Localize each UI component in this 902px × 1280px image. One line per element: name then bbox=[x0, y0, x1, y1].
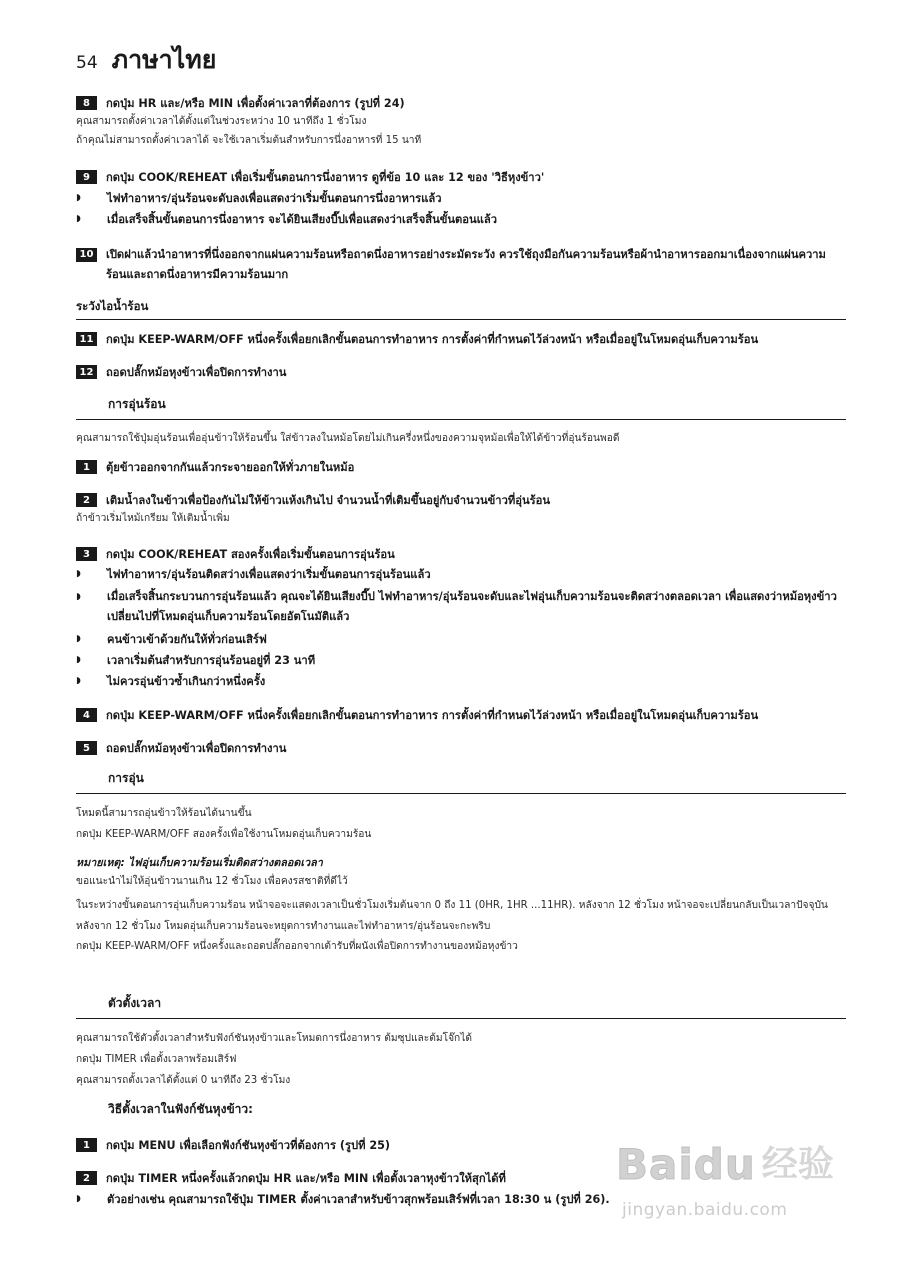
step-text: กดปุ่ม HR และ/หรือ MIN เพื่อตั้งค่าเวลาที่ต้องการ (รูปที่ 24) bbox=[106, 97, 405, 110]
bullet-item: ◗ เมื่อเสร็จสิ้นกระบวนการอุ่นร้อนแล้ว คุณจะได้ยินเสียงบี๊ป ไฟทำอาหาร/อุ่นร้อนจะดับและไฟอุ่นเก็บความร้อนจะติดสว่างตลอดเวลา เพื่อแสดงว่าหม้อหุงข้าวเปลี่ยนไปที่โหมดอุ่นเก็บความร้อนโดยอัตโนมัติแล้ว bbox=[76, 587, 846, 627]
step-text: กดปุ่ม KEEP-WARM/OFF หนึ่งครั้งเพื่อยกเลิกขั้นตอนการทำอาหาร การตั้งค่าที่กำหนดไว้ล่วงหน้า หรือเมื่ออยู่ในโหมดอุ่นเก็บความร้อน bbox=[106, 709, 759, 722]
subsection-title: วิธีตั้งเวลาในฟังก์ชันหุงข้าว: bbox=[108, 1102, 253, 1116]
reheat-step-3 bbox=[76, 546, 846, 690]
section-line: คุณสามารถใช้ตัวตั้งเวลาสำหรับฟังก์ชันหุงข้าวและโหมดการนึ่งอาหาร ต้มซุปและต้มโจ๊กได้ bbox=[76, 1033, 472, 1044]
note-line: กดปุ่ม KEEP-WARM/OFF หนึ่งครั้งและถอดปลั๊กออกจากเต้ารับที่ผนังเพื่อปิดการทำงานของหม้อหุงข้าว bbox=[76, 941, 518, 952]
watermark-url: jingyan.baidu.com bbox=[622, 1200, 788, 1220]
bullet-icon: ◗ bbox=[76, 676, 81, 686]
step-12 bbox=[76, 364, 846, 381]
step-number: 8 bbox=[76, 96, 97, 110]
bullet-item: ◗ ไม่ควรอุ่นข้าวซ้ำเกินกว่าหนึ่งครั้ง bbox=[76, 675, 266, 688]
note-line: ในระหว่างขั้นตอนการอุ่นเก็บความร้อน หน้าจอจะแสดงเวลาเป็นชั่วโมงเริ่มต้นจาก 0 ถึง 11 (0HR, 1HR ...11HR). หลังจาก 12 ชั่วโมง หน้าจอจะเปลี่ยนกลับเป็นเวลาปัจจุบัน bbox=[76, 900, 828, 911]
page-title: ภาษาไทย bbox=[111, 45, 217, 74]
bullet-icon: ◗ bbox=[76, 592, 81, 602]
step-9 bbox=[76, 169, 846, 228]
bullet-item: ◗ เวลาเริ่มต้นสำหรับการอุ่นร้อนอยู่ที่ 23 นาที bbox=[76, 654, 316, 667]
step-text: กดปุ่ม TIMER หนึ่งครั้งแล้วกดปุ่ม HR และ/หรือ MIN เพื่อตั้งเวลาหุงข้าวให้สุกได้ที่ bbox=[106, 1172, 506, 1185]
reheat-step-5 bbox=[76, 740, 846, 757]
bullet-icon: ◗ bbox=[76, 634, 81, 644]
section-line: โหมดนี้สามารถอุ่นข้าวให้ร้อนได้นานขึ้น bbox=[76, 808, 252, 819]
step-number: 11 bbox=[76, 332, 97, 346]
step-8 bbox=[76, 95, 846, 149]
step-text: ตุ้ยข้าวออกจากกันแล้วกระจายออกให้ทั่วภายในหม้อ bbox=[106, 461, 355, 474]
step-number: 1 bbox=[76, 1138, 97, 1152]
reheat-step-4 bbox=[76, 707, 846, 724]
baidu-logo bbox=[616, 1140, 834, 1190]
step-text: ถอดปลั๊กหม้อหุงข้าวเพื่อปิดการทำงาน bbox=[106, 366, 287, 379]
bullet-icon: ◗ bbox=[76, 1194, 81, 1204]
section-intro: คุณสามารถใช้ปุ่มอุ่นร้อนเพื่ออุ่นข้าวให้ร้อนขึ้น ใส่ข้าวลงในหม้อโดยไม่เกินครึ่งหนึ่งของความจุหม้อเพื่อให้ได้ข้าวที่อุ่นร้อนพอดี bbox=[76, 433, 620, 444]
bullet-item: ◗ เมื่อเสร็จสิ้นขั้นตอนการนึ่งอาหาร จะได้ยินเสียงบี๊ปเพื่อแสดงว่าเสร็จสิ้นขั้นตอนแล้ว bbox=[76, 213, 498, 226]
step-11 bbox=[76, 331, 846, 348]
reheat-step-2 bbox=[76, 492, 846, 527]
step-note: ถ้าข้าวเริ่มไหม้เกรียม ให้เติมน้ำเพิ่ม bbox=[76, 513, 230, 524]
watermark-cn-text: 经验 bbox=[761, 1144, 834, 1185]
bullet-item: ◗ ไฟทำอาหาร/อุ่นร้อนจะดับลงเพื่อแสดงว่าเริ่มขั้นตอนการนึ่งอาหารแล้ว bbox=[76, 192, 442, 205]
divider bbox=[76, 419, 846, 420]
divider bbox=[76, 319, 846, 320]
section-title: การอุ่นร้อน bbox=[108, 397, 166, 411]
step-number: 10 bbox=[76, 248, 97, 262]
step-number: 12 bbox=[76, 365, 97, 379]
section-keep-warm bbox=[76, 770, 846, 955]
baidu-watermark bbox=[616, 1140, 856, 1250]
step-note: ถ้าคุณไม่สามารถตั้งค่าเวลาได้ จะใช้เวลาเริ่มต้นสำหรับการนึ่งอาหารที่ 15 นาที bbox=[76, 135, 422, 146]
bullet-icon: ◗ bbox=[76, 569, 81, 579]
step-number: 4 bbox=[76, 708, 97, 722]
bullet-icon: ◗ bbox=[76, 655, 81, 665]
step-text: กดปุ่ม MENU เพื่อเลือกฟังก์ชันหุงข้าวที่ต้องการ (รูปที่ 25) bbox=[106, 1139, 391, 1152]
step-number: 3 bbox=[76, 547, 97, 561]
note-line: ขอแนะนำไม่ให้อุ่นข้าวนานเกิน 12 ชั่วโมง เพื่อคงรสชาติที่ดีไว้ bbox=[76, 876, 348, 887]
note-line: หลังจาก 12 ชั่วโมง โหมดอุ่นเก็บความร้อนจะหยุดการทำงานและไฟทำอาหาร/อุ่นร้อนจะกะพริบ bbox=[76, 921, 491, 932]
step-text: กดปุ่ม KEEP-WARM/OFF หนึ่งครั้งเพื่อยกเลิกขั้นตอนการทำอาหาร การตั้งค่าที่กำหนดไว้ล่วงหน้า หรือเมื่ออยู่ในโหมดอุ่นเก็บความร้อน bbox=[106, 333, 759, 346]
bullet-icon: ◗ bbox=[76, 214, 81, 224]
watermark-logo-text: Baidu bbox=[616, 1140, 756, 1189]
step-number: 5 bbox=[76, 741, 97, 755]
divider bbox=[76, 1018, 846, 1019]
section-timer bbox=[76, 995, 846, 1118]
step-text: กดปุ่ม COOK/REHEAT สองครั้งเพื่อเริ่มขั้นตอนการอุ่นร้อน bbox=[106, 548, 395, 561]
step-text: เปิดฝาแล้วนำอาหารที่นึ่งออกจากแผ่นความร้อนหรือถาดนึ่งอาหารอย่างระมัดระวัง ควรใช้ถุงมือกันความร้อนหรือผ้านำอาหารออกมาเนื่องจากแผ่นความร้อนและถาดนึ่งอาหารมีความร้อนมาก bbox=[106, 248, 826, 281]
step-number: 9 bbox=[76, 170, 97, 184]
bullet-item: ◗ ไฟทำอาหาร/อุ่นร้อนติดสว่างเพื่อแสดงว่าเริ่มขั้นตอนการอุ่นร้อนแล้ว bbox=[76, 568, 431, 581]
caution-heading: ระวังไอน้ำร้อน bbox=[76, 298, 846, 320]
step-text: เติมน้ำลงในข้าวเพื่อป้องกันไม่ให้ข้าวแห้งเกินไป จำนวนน้ำที่เติมขึ้นอยู่กับจำนวนข้าวที่อุ่นร้อน bbox=[106, 494, 550, 507]
step-number: 2 bbox=[76, 1171, 97, 1185]
step-10 bbox=[76, 245, 846, 285]
bullet-item: ◗ ตัวอย่างเช่น คุณสามารถใช้ปุ่ม TIMER ตั้งค่าเวลาสำหรับข้าวสุกพร้อมเสิร์ฟที่เวลา 18:30 น (รูปที่ 26). bbox=[76, 1193, 610, 1206]
section-title: ตัวตั้งเวลา bbox=[108, 996, 162, 1010]
divider bbox=[76, 793, 846, 794]
note-heading: หมายเหตุ: ไฟอุ่นเก็บความร้อนเริ่มติดสว่างตลอดเวลา bbox=[76, 856, 323, 869]
step-text: ถอดปลั๊กหม้อหุงข้าวเพื่อปิดการทำงาน bbox=[106, 742, 287, 755]
step-note: คุณสามารถตั้งค่าเวลาได้ตั้งแต่ในช่วงระหว่าง 10 นาทีถึง 1 ชั่วโมง bbox=[76, 116, 367, 127]
step-text: กดปุ่ม COOK/REHEAT เพื่อเริ่มขั้นตอนการนึ่งอาหาร ดูที่ข้อ 10 และ 12 ของ 'วิธีหุงข้าว' bbox=[106, 171, 545, 184]
section-line: กดปุ่ม TIMER เพื่อตั้งเวลาพร้อมเสิร์ฟ bbox=[76, 1054, 237, 1065]
step-number: 1 bbox=[76, 460, 97, 474]
section-line: คุณสามารถตั้งเวลาได้ตั้งแต่ 0 นาทีถึง 23 ชั่วโมง bbox=[76, 1075, 291, 1086]
reheat-step-1 bbox=[76, 459, 846, 476]
step-number: 2 bbox=[76, 493, 97, 507]
page-number: 54 bbox=[76, 53, 98, 73]
section-line: กดปุ่ม KEEP-WARM/OFF สองครั้งเพื่อใช้งานโหมดอุ่นเก็บความร้อน bbox=[76, 829, 372, 840]
section-reheat bbox=[76, 396, 846, 447]
bullet-item: ◗ คนข้าวเข้าด้วยกันให้ทั่วก่อนเสิร์ฟ bbox=[76, 633, 267, 646]
bullet-icon: ◗ bbox=[76, 193, 81, 203]
section-title: การอุ่น bbox=[108, 771, 144, 785]
page-header bbox=[76, 40, 216, 80]
